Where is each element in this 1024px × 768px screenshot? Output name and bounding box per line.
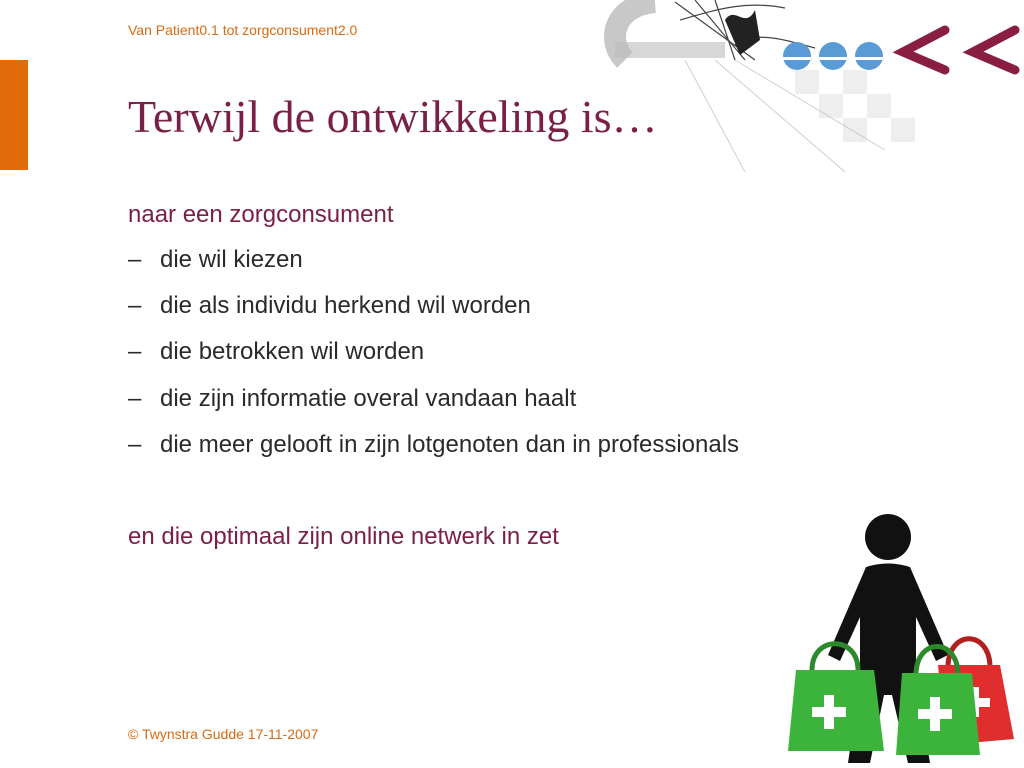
bullet-text: die als individu herkend wil worden bbox=[160, 292, 531, 320]
header-sketch-icon bbox=[585, 0, 1024, 172]
intro-text: naar een zorgconsument bbox=[128, 201, 394, 228]
bullet-dash: – bbox=[128, 430, 142, 458]
slide-footer: © Twynstra Gudde 17-11-2007 bbox=[128, 726, 319, 742]
list-item bbox=[128, 385, 739, 431]
bullet-text: die zijn informatie overal vandaan haalt bbox=[160, 384, 577, 412]
list-item bbox=[128, 338, 739, 384]
bullet-dash: – bbox=[128, 246, 142, 273]
bullet-text: die meer gelooft in zijn lotgenoten dan in professionals bbox=[160, 430, 740, 458]
bullet-list bbox=[128, 246, 739, 477]
bullet-text: die betrokken wil worden bbox=[160, 338, 425, 366]
list-item bbox=[128, 292, 739, 338]
list-item bbox=[128, 431, 739, 477]
list-item bbox=[128, 246, 739, 292]
bullet-dash: – bbox=[128, 292, 142, 320]
slide-title: Terwijl de ontwikkeling is… bbox=[128, 91, 658, 142]
accent-bar bbox=[0, 60, 28, 170]
slide-subtitle: Van Patient0.1 tot zorgconsument2.0 bbox=[128, 22, 358, 38]
bullet-text: die wil kiezen bbox=[160, 246, 303, 273]
closing-text: en die optimaal zijn online netwerk in zet bbox=[128, 523, 559, 550]
bullet-dash: – bbox=[128, 338, 142, 366]
bullet-dash: – bbox=[128, 384, 142, 412]
person-with-shopping-bags-icon bbox=[788, 505, 1024, 768]
